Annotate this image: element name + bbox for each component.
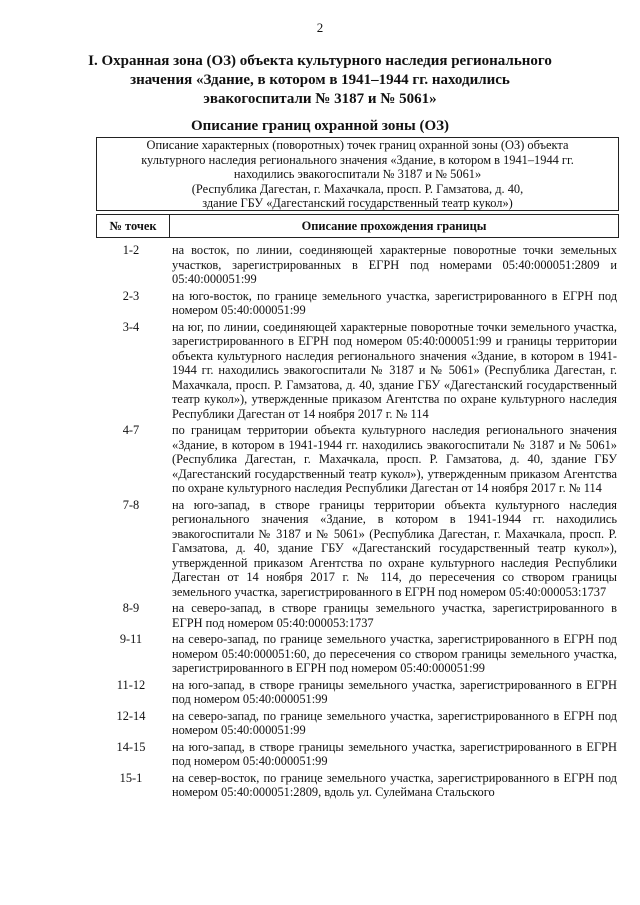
section-subtitle: Описание границ охранной зоны (ОЗ) [190, 118, 450, 134]
row-description: по границам территории объекта культурного наследия регионального значения «Здание, в котором в 1941-1944 гг. находились эвакогоспитали № 3187 и № 5061» (Республика Дагестан, г. Махачкала, просп. Р. Гамзатова, д. 40, здание ГБУ «Дагестанский государственный театр кукол»), утвержденным приказом Агентства по охране культурного наследия Республики Дагестан от 14 ноября 2017 г. № 114 [172, 423, 617, 495]
row-points: 1-2 [122, 243, 140, 257]
table-row [96, 709, 619, 738]
description-line: находились эвакогоспитали № 3187 и № 5061» [233, 167, 482, 182]
column-header-points: № точек [97, 215, 170, 237]
row-description: на северо-запад, по границе земельного участка, зарегистрированного в ЕГРН под номером 05:40:000051:99 [172, 708, 617, 737]
row-points: 7-8 [122, 497, 140, 512]
row-description: на юго-запад, в створе границы земельного участка, зарегистрированного в ЕГРН под номером 05:40:000051:99 [172, 677, 617, 706]
row-description: на юг, по линии, соединяющей характерные поворотные точки земельного участка, зарегистрированного в ЕГРН под номером 05:40:000051:99 и границы территории объекта культурного наследия регионального значения «Здание, в котором в 1941-1944 гг. находились эвакогоспитали № 3187 и № 5061» (Республика Дагестан, г. Махачкала, просп. Р. Гамзатова, д. 40, здание ГБУ «Дагестанский государственный театр кукол»), утвержденные приказом Агентства по охране культурного наследия Республики Дагестан от 14 ноября 2017 г. № 114 [172, 319, 617, 421]
table-row [96, 243, 619, 287]
row-points: 15-1 [119, 770, 143, 785]
row-points: 9-11 [119, 632, 143, 646]
row-points: 4-7 [122, 423, 140, 437]
row-points: 14-15 [116, 739, 146, 754]
row-description: на восток, по линии, соединяющей характерные поворотные точки земельных участков, зарегистрированных в ЕГРН под номерами 05:40:000051:2809 и 05:40:000051:99 [172, 243, 617, 286]
row-points: 3-4 [122, 319, 140, 334]
row-description: на юго-запад, в створе границы земельного участка, зарегистрированного в ЕГРН под номером 05:40:000051:99 [172, 739, 617, 768]
table-body [96, 243, 619, 802]
table-row [96, 320, 619, 422]
table-row [96, 740, 619, 769]
page-number: 2 [316, 20, 324, 35]
description-line: культурного наследия регионального значения «Здание, в котором в 1941–1944 гг. [141, 152, 574, 167]
column-header-description: Описание прохождения границы [301, 218, 487, 233]
description-box [96, 137, 619, 211]
row-points: 11-12 [116, 677, 146, 692]
row-description: на юго-запад, в створе границы территории объекта культурного наследия регионального значения «Здание, в котором в 1941-1944 гг. находились эвакогоспитали № 3187 и № 5061» (Республика Дагестан, г. Махачкала, просп. Р. Гамзатова, д. 40, здание ГБУ «Дагестанский государственный театр кукол»), утвержденной приказом Агентства по охране культурного наследия Республики Дагестан от 14 ноября 2017 г. № 114, до пересечения со створом границы земельного участка, зарегистрированного в ЕГРН под номером 05:40:000053:1737 [172, 497, 617, 599]
table-row [96, 678, 619, 707]
table-row [96, 423, 619, 496]
section-title: I. Охранная зона (ОЗ) объекта культурного наследия регионального значения «Здание, в котором в 1941–1944 гг. находились эвакогоспитали № 3187 и № 5061» [88, 53, 552, 107]
row-points: 8-9 [122, 601, 140, 615]
description-line: (Республика Дагестан, г. Махачкала, просп. Р. Гамзатова, д. 40, [191, 181, 524, 196]
description-line: здание ГБУ «Дагестанский государственный театр кукол») [202, 196, 513, 211]
table-row [96, 289, 619, 318]
table-row [96, 771, 619, 800]
table-row [96, 601, 619, 630]
row-points: 12-14 [116, 708, 146, 723]
description-line: Описание характерных (поворотных) точек границ охранной зоны (ОЗ) объекта [146, 138, 569, 152]
table-header [96, 214, 619, 238]
table-row [96, 632, 619, 676]
row-points: 2-3 [122, 288, 140, 303]
row-description: на север-восток, по границе земельного участка, зарегистрированного в ЕГРН под номером 05:40:000051:2809, вдоль ул. Сулеймана Стальского [172, 770, 617, 799]
row-description: на северо-запад, в створе границы земельного участка, зарегистрированного в ЕГРН под номером 05:40:000053:1737 [172, 601, 617, 630]
row-description: на юго-восток, по границе земельного участка, зарегистрированного в ЕГРН под номером 05:40:000051:99 [172, 288, 617, 317]
table-row [96, 498, 619, 600]
row-description: на северо-запад, по границе земельного участка, зарегистрированного в ЕГРН под номером 05:40:000051:60, до пересечения со створом границы земельного участка, зарегистрированного в ЕГРН под номером 05:40:000051:99 [172, 632, 617, 675]
